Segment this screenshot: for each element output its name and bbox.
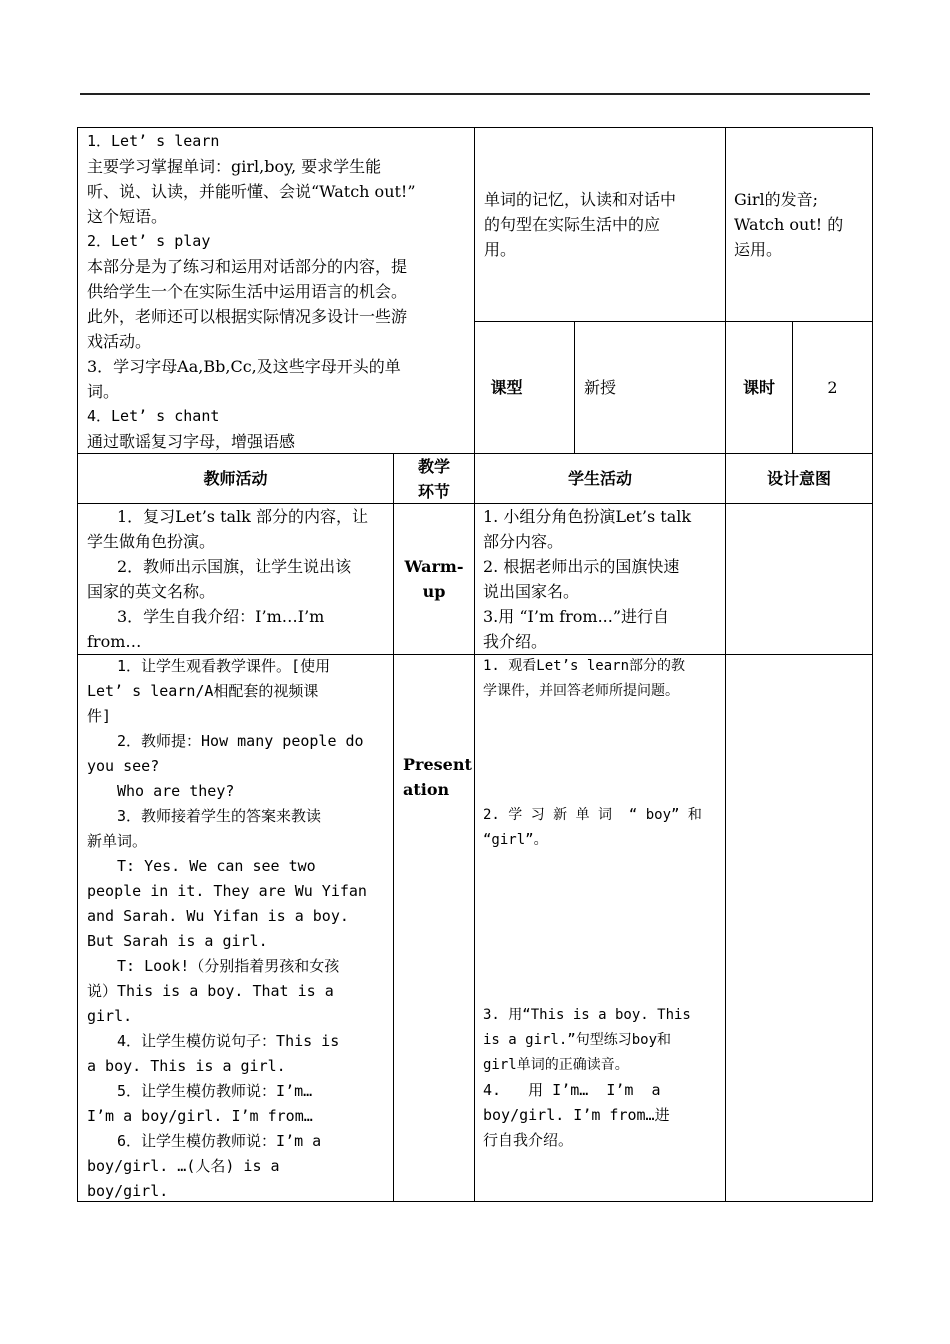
key-point-line: 用。 [484, 240, 517, 259]
presentation-student-line: boy/girl. I’m from…进 [483, 1106, 670, 1124]
presentation-teacher-line: 6．让学生模仿教师说：I’m a [117, 1132, 322, 1150]
presentation-student-line: 2. 学 习 新 单 词 “ boy” 和 [483, 807, 702, 823]
warmup-student-text [483, 504, 723, 654]
presentation-teacher-line: 说）This is a boy. That is a [87, 982, 334, 1000]
warmup-student-line: 我介绍。 [483, 632, 548, 651]
warmup-stage-line: Warm- [404, 557, 464, 576]
header-rule [80, 93, 870, 95]
header-stage [393, 454, 475, 504]
presentation-teacher-line: you see? [87, 757, 160, 775]
difficulties-text [734, 187, 869, 262]
presentation-teacher-line: 5．让学生模仿教师说：I’m… [117, 1082, 313, 1100]
presentation-teacher-line: a boy. This is a girl. [87, 1057, 286, 1075]
warmup-teacher-line: 3．学生自我介绍：I’m…I’m [117, 607, 325, 626]
overview-line: 4．Let’ s chant [87, 407, 220, 425]
presentation-teacher-line: I’m a boy/girl. I’m from… [87, 1107, 313, 1125]
presentation-student-step-1 [483, 654, 723, 704]
presentation-teacher-line: 2．教师提：How many people do [117, 732, 364, 750]
overview-line: 主要学习掌握单词：girl,boy, 要求学生能 [87, 157, 382, 176]
overview-line: 1．Let’ s learn [87, 132, 220, 150]
lesson-hours-value: 2 [827, 378, 838, 397]
overview-line: 听、说、认读，并能听懂、会说“Watch out!” [87, 182, 416, 201]
warmup-student-line: 部分内容。 [483, 532, 564, 551]
header-teacher-activity: 教师活动 [203, 469, 268, 488]
overview-line: 词。 [87, 382, 120, 401]
presentation-student-line: 1. 观看Let’s learn部分的教 [483, 658, 686, 674]
key-points-text [484, 187, 722, 262]
header-stage-line: 环节 [417, 482, 450, 501]
warmup-teacher-line: 1．复习Let’s talk 部分的内容，让 [117, 507, 368, 526]
difficulty-line: Watch out! 的 [734, 215, 844, 234]
difficulty-line: Girl的发音; [734, 190, 819, 209]
presentation-student-line: 学课件，并回答老师所提问题。 [483, 683, 679, 699]
overview-line: 3．学习字母Aa,Bb,Cc,及这些字母开头的单 [87, 357, 401, 376]
presentation-teacher-line: But Sarah is a girl. [87, 932, 268, 950]
warmup-student-line: 2. 根据老师出示的国旗快速 [483, 557, 680, 576]
overview-line: 本部分是为了练习和运用对话部分的内容，提 [87, 257, 408, 276]
key-point-line: 的句型在实际生活中的应 [484, 215, 661, 234]
warmup-teacher-line: 国家的英文名称。 [87, 582, 216, 601]
lesson-type-label: 课型 [490, 378, 523, 397]
warmup-student-line: 说出国家名。 [483, 582, 580, 601]
warmup-student-line: 3.用 “I’m from...”进行自 [483, 607, 670, 626]
header-stage-line: 教学 [417, 457, 450, 476]
content-overview-text [87, 129, 472, 454]
cell-presentation-intent [725, 654, 873, 1202]
overview-line: 此外，老师还可以根据实际情况多设计一些游 [87, 307, 408, 326]
lesson-type-value: 新授 [584, 378, 617, 397]
warmup-teacher-line: 学生做角色扮演。 [87, 532, 216, 551]
cell-warmup-intent [725, 503, 873, 655]
overview-line: 通过歌谣复习字母，增强语感 [87, 432, 296, 451]
presentation-teacher-line: 件] [87, 707, 112, 725]
warmup-stage-line: up [422, 582, 446, 601]
presentation-student-line: is a girl.”句型练习boy和 [483, 1032, 672, 1048]
presentation-stage-label [403, 752, 473, 802]
overview-line: 2．Let’ s play [87, 232, 211, 250]
warmup-teacher-text [87, 504, 389, 654]
presentation-teacher-line: boy/girl. [87, 1182, 169, 1200]
presentation-teacher-line: T: Yes. We can see two [117, 857, 316, 875]
cell-presentation-stage [393, 654, 475, 1202]
presentation-teacher-line: 1．让学生观看教学课件。[使用 [117, 657, 331, 675]
presentation-student-line: 4. 用 I’m… I’m a [483, 1081, 661, 1099]
presentation-teacher-line: Let’ s learn/A相配套的视频课 [87, 682, 319, 700]
presentation-student-step-4 [483, 1078, 723, 1153]
presentation-teacher-line: 4．让学生模仿说句子：This is [117, 1032, 340, 1050]
warmup-stage-label [393, 554, 475, 604]
presentation-stage-line: ation [403, 780, 450, 799]
presentation-teacher-line: Who are they? [117, 782, 235, 800]
presentation-stage-line: Present [403, 755, 472, 774]
warmup-teacher-line: from… [87, 632, 142, 651]
presentation-teacher-text [87, 654, 391, 1204]
warmup-student-line: 1. 小组分角色扮演Let’s talk [483, 507, 692, 526]
presentation-student-line: girl单词的正确读音。 [483, 1057, 629, 1073]
header-student-activity: 学生活动 [567, 469, 632, 488]
overview-line: 这个短语。 [87, 207, 168, 226]
difficulty-line: 运用。 [734, 240, 783, 259]
presentation-teacher-line: 新单词。 [87, 832, 148, 850]
key-point-line: 单词的记忆，认读和对话中 [484, 190, 677, 209]
presentation-teacher-line: people in it. They are Wu Yifan [87, 882, 367, 900]
presentation-student-line: 3. 用“This is a boy. This [483, 1007, 691, 1023]
warmup-teacher-line: 2．教师出示国旗，让学生说出该 [117, 557, 352, 576]
presentation-teacher-line: 3．教师接着学生的答案来教读 [117, 807, 322, 825]
presentation-student-line: 行自我介绍。 [483, 1131, 574, 1149]
presentation-student-step-2 [483, 803, 723, 853]
lesson-hours-label: 课时 [742, 378, 775, 397]
presentation-teacher-line: boy/girl. …(人名) is a [87, 1157, 280, 1175]
overview-line: 戏活动。 [87, 332, 152, 351]
header-design-intent: 设计意图 [766, 469, 831, 488]
presentation-teacher-line: girl. [87, 1007, 133, 1025]
presentation-teacher-line: T: Look!（分别指着男孩和女孩 [117, 957, 340, 975]
presentation-teacher-line: and Sarah. Wu Yifan is a boy. [87, 907, 349, 925]
presentation-student-step-3 [483, 1003, 723, 1078]
overview-line: 供给学生一个在实际生活中运用语言的机会。 [87, 282, 408, 301]
presentation-student-line: “girl”。 [483, 832, 548, 848]
